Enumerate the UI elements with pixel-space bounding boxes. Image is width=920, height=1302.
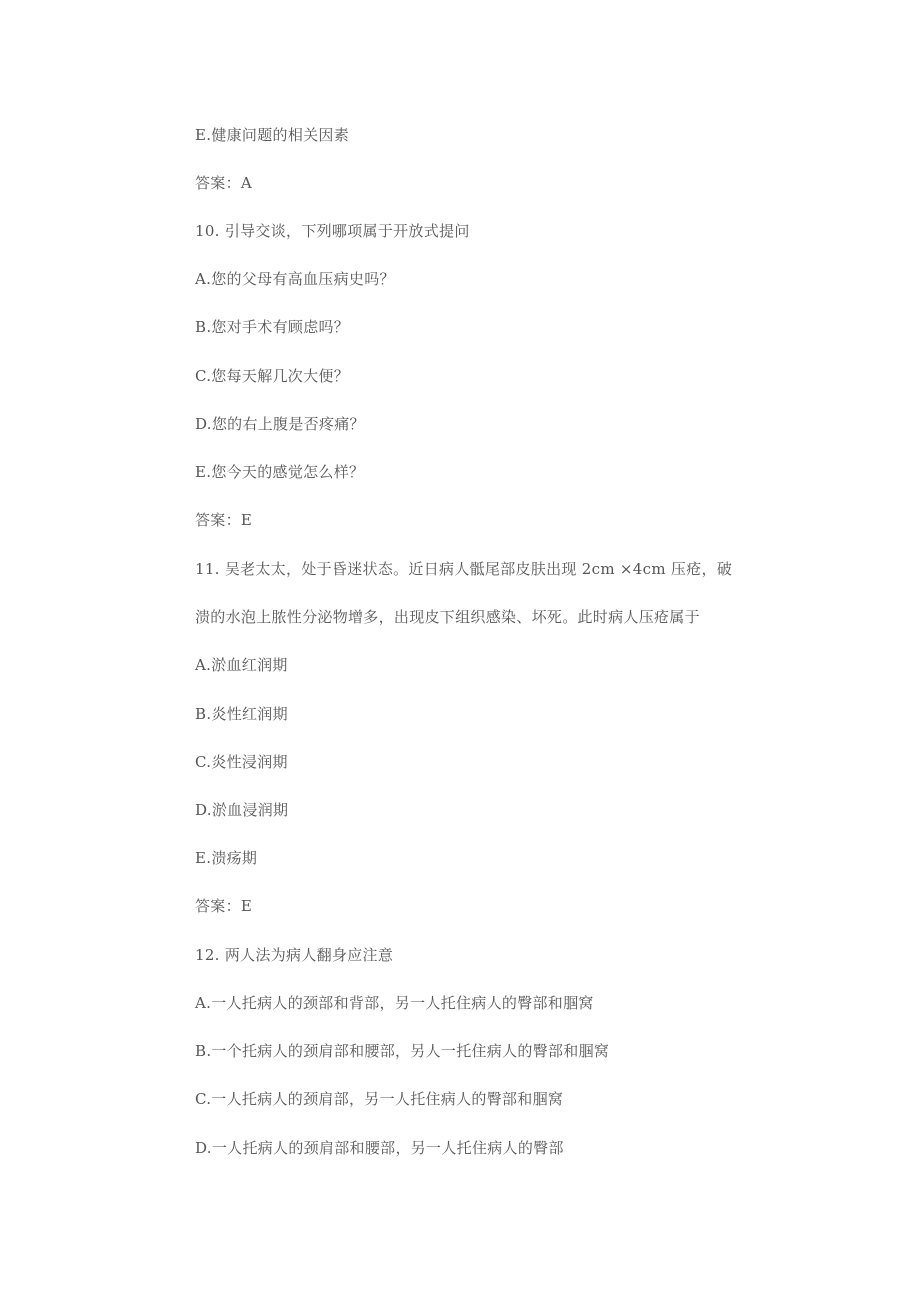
option-a-q10: A.您的父母有高血压病史吗？ xyxy=(195,270,395,288)
answer-q11: 答案：E xyxy=(195,897,253,915)
option-d-q10: D.您的右上腹是否疼痛？ xyxy=(195,415,365,433)
question-11-line-2: 溃的水泡上脓性分泌物增多，出现皮下组织感染、坏死。此时病人压疮属于 xyxy=(195,608,700,626)
option-c-q10: C.您每天解几次大便？ xyxy=(195,367,350,385)
option-d-q11: D.淤血浸润期 xyxy=(195,801,289,819)
option-c-q11: C.炎性浸润期 xyxy=(195,753,288,771)
question-11-line-1: 11. 吴老太太，处于昏迷状态。近日病人骶尾部皮肤出现 2cm ×4cm 压疮，破 xyxy=(195,560,733,578)
option-a-q11: A.淤血红润期 xyxy=(195,656,288,674)
option-e-q9: E.健康问题的相关因素 xyxy=(195,126,350,144)
answer-q9: 答案：A xyxy=(195,174,253,192)
answer-q10: 答案：E xyxy=(195,511,253,529)
option-d-q12: D.一人托病人的颈肩部和腰部，另一人托住病人的臀部 xyxy=(195,1139,564,1157)
option-b-q10: B.您对手术有顾虑吗？ xyxy=(195,318,350,336)
option-b-q11: B.炎性红润期 xyxy=(195,705,288,723)
option-b-q12: B.一个托病人的颈肩部和腰部，另人一托住病人的臀部和腘窝 xyxy=(195,1042,610,1060)
option-e-q10: E.您今天的感觉怎么样？ xyxy=(195,463,365,481)
option-c-q12: C.一人托病人的颈肩部，另一人托住病人的臀部和腘窝 xyxy=(195,1090,564,1108)
question-10: 10. 引导交谈，下列哪项属于开放式提问 xyxy=(195,222,470,240)
option-e-q11: E.溃疡期 xyxy=(195,849,258,867)
option-a-q12: A.一人托病人的颈部和背部，另一人托住病人的臀部和腘窝 xyxy=(195,994,594,1012)
question-12: 12. 两人法为病人翻身应注意 xyxy=(195,946,394,964)
